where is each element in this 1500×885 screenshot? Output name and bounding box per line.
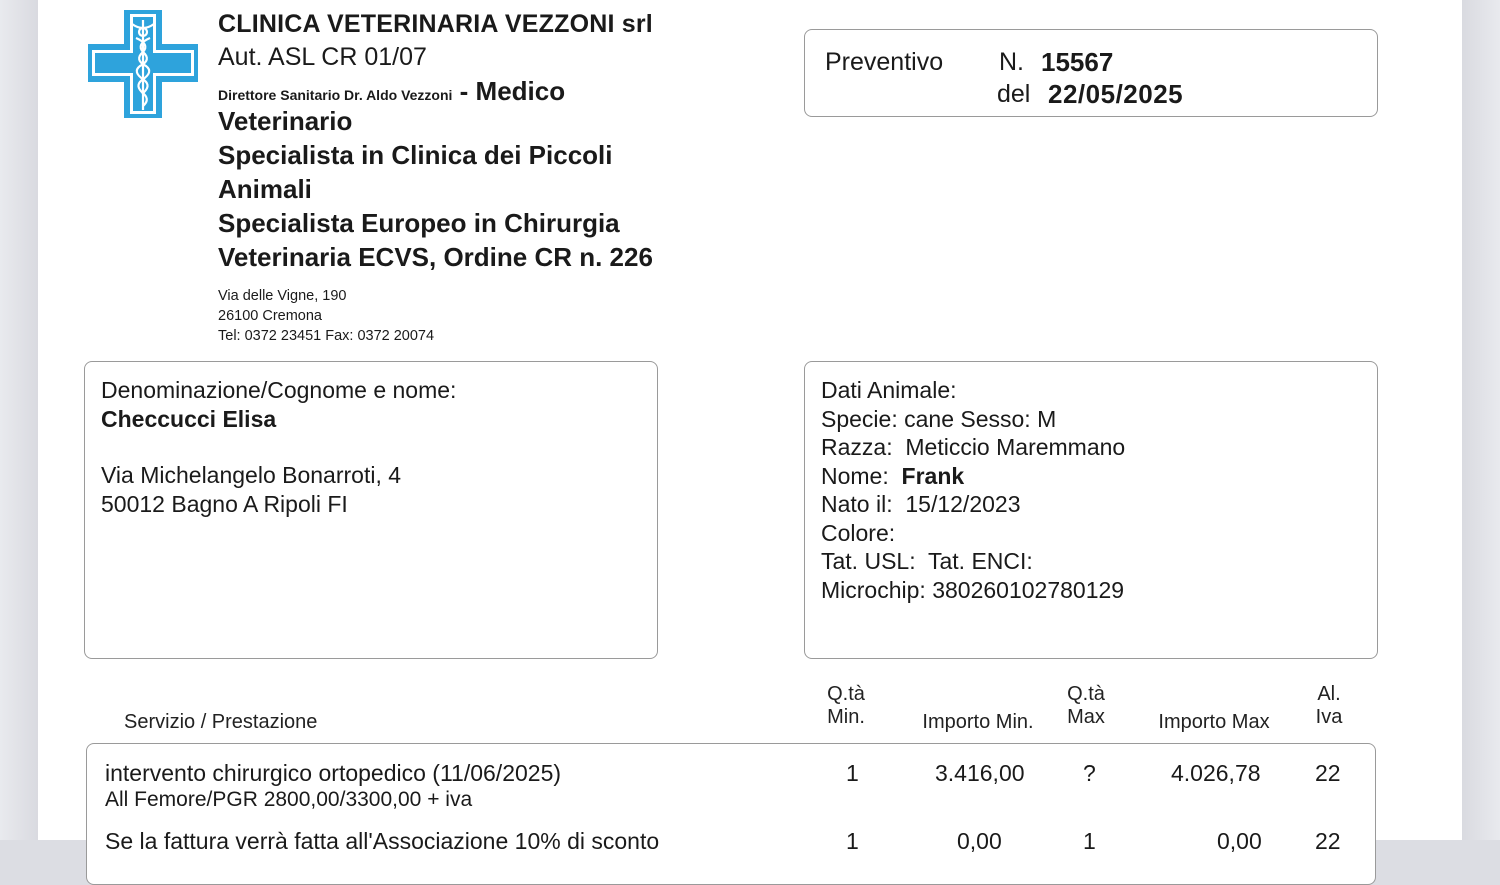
- quote-date: 22/05/2025: [1048, 79, 1184, 109]
- tat-usl-label: Tat. USL:: [821, 548, 916, 574]
- row-amount-min: 0,00: [957, 828, 1002, 854]
- animal-tattoo-row: [821, 547, 1125, 576]
- row-amount-min: 3.416,00: [935, 760, 1025, 786]
- header-amount-min: Importo Min.: [922, 711, 1034, 733]
- client-address-line1: Via Michelangelo Bonarroti, 4: [101, 462, 402, 488]
- species-value: cane: [904, 405, 954, 432]
- header-qty-max: [1064, 683, 1108, 729]
- color-label: Colore:: [821, 519, 896, 546]
- header-service: Servizio / Prestazione: [124, 711, 318, 733]
- animal-box: [804, 361, 1378, 659]
- quote-number: 15567: [1041, 47, 1114, 77]
- header-qty-max-line2: Max: [1067, 706, 1105, 728]
- animal-name-row: [821, 462, 1125, 491]
- director-name: Direttore Sanitario Dr. Aldo Vezzoni: [218, 87, 453, 103]
- director-separator: -: [452, 76, 476, 106]
- header-qty-min: [824, 683, 868, 729]
- born-value: 15/12/2023: [905, 491, 1021, 517]
- row-qty-min: 1: [846, 760, 859, 786]
- microchip-label: Microchip:: [821, 576, 926, 603]
- company-name: CLINICA VETERINARIA VEZZONI srl: [218, 10, 653, 38]
- row-vat: 22: [1315, 760, 1341, 786]
- client-box: [84, 361, 658, 659]
- company-address: [218, 286, 778, 344]
- address-line: 26100 Cremona: [218, 308, 322, 324]
- company-authorization: Aut. ASL CR 01/07: [218, 43, 427, 71]
- breed-label: Razza:: [821, 434, 893, 460]
- quote-number-label: N.: [999, 48, 1024, 76]
- client-heading: Denominazione/Cognome e nome:: [101, 377, 457, 403]
- qualification-line: Specialista in Clinica dei Piccoli: [218, 140, 613, 170]
- microchip-value: 380260102780129: [932, 576, 1125, 603]
- species-label: Specie:: [821, 405, 898, 432]
- director-line: [218, 78, 778, 104]
- row-amount-max: 0,00: [1217, 828, 1262, 854]
- header-qty-min-line2: Min.: [827, 706, 865, 728]
- sex-value: M: [1037, 405, 1057, 432]
- address-line: Tel: 0372 23451 Fax: 0372 20074: [218, 328, 435, 344]
- animal-born-row: [821, 490, 1125, 519]
- animal-heading: Dati Animale:: [821, 377, 957, 403]
- animal-microchip-row: [821, 576, 1125, 605]
- director-title: Medico: [475, 76, 566, 106]
- clinic-logo-icon: [88, 10, 198, 118]
- header-vat-line1: Al.: [1317, 683, 1341, 705]
- animal-species-row: [821, 405, 1125, 434]
- qualification-line: Animali: [218, 174, 312, 204]
- quote-label: Preventivo: [825, 48, 944, 76]
- tat-enci-label: Tat. ENCI:: [927, 548, 1033, 574]
- sex-label: Sesso:: [960, 405, 1031, 432]
- qualification-line: Veterinario: [218, 106, 353, 136]
- breed-value: Meticcio Maremmano: [905, 434, 1126, 460]
- table-header: [38, 680, 1462, 740]
- row-qty-max: 1: [1083, 828, 1096, 854]
- viewer-margin-right: [1462, 0, 1500, 840]
- viewer-margin-left: [0, 0, 38, 840]
- row-description: Se la fattura verrà fatta all'Associazione 10% di sconto: [105, 828, 660, 854]
- qualification-line: Veterinaria ECVS, Ordine CR n. 226: [218, 242, 653, 272]
- row-qty-max: ?: [1083, 760, 1096, 786]
- company-header: [218, 10, 778, 344]
- header-qty-max-line1: Q.tà: [1067, 683, 1105, 705]
- animal-name-value: Frank: [901, 462, 965, 489]
- born-label: Nato il:: [821, 491, 893, 517]
- row-description: intervento chirurgico ortopedico (11/06/2025): [105, 760, 562, 786]
- animal-color-row: [821, 519, 1125, 548]
- header-qty-min-line1: Q.tà: [827, 683, 865, 705]
- address-line: Via delle Vigne, 190: [218, 288, 347, 304]
- row-vat: 22: [1315, 828, 1341, 854]
- quote-date-label: del: [997, 80, 1031, 108]
- client-name: Checcucci Elisa: [101, 405, 277, 432]
- services-table: [86, 743, 1376, 885]
- client-address-line2: 50012 Bagno A Ripoli FI: [101, 490, 348, 517]
- document-page: [38, 0, 1462, 854]
- row-qty-min: 1: [846, 828, 859, 854]
- row-description-note: All Femore/PGR 2800,00/3300,00 + iva: [105, 788, 473, 811]
- name-label: Nome:: [821, 462, 889, 489]
- header-vat: [1310, 683, 1348, 729]
- header-vat-line2: Iva: [1315, 706, 1343, 728]
- header-amount-max: Importo Max: [1158, 711, 1270, 733]
- quote-box: [804, 29, 1378, 117]
- animal-breed-row: [821, 433, 1125, 462]
- row-amount-max: 4.026,78: [1171, 760, 1261, 786]
- qualification-line: Specialista Europeo in Chirurgia: [218, 208, 620, 238]
